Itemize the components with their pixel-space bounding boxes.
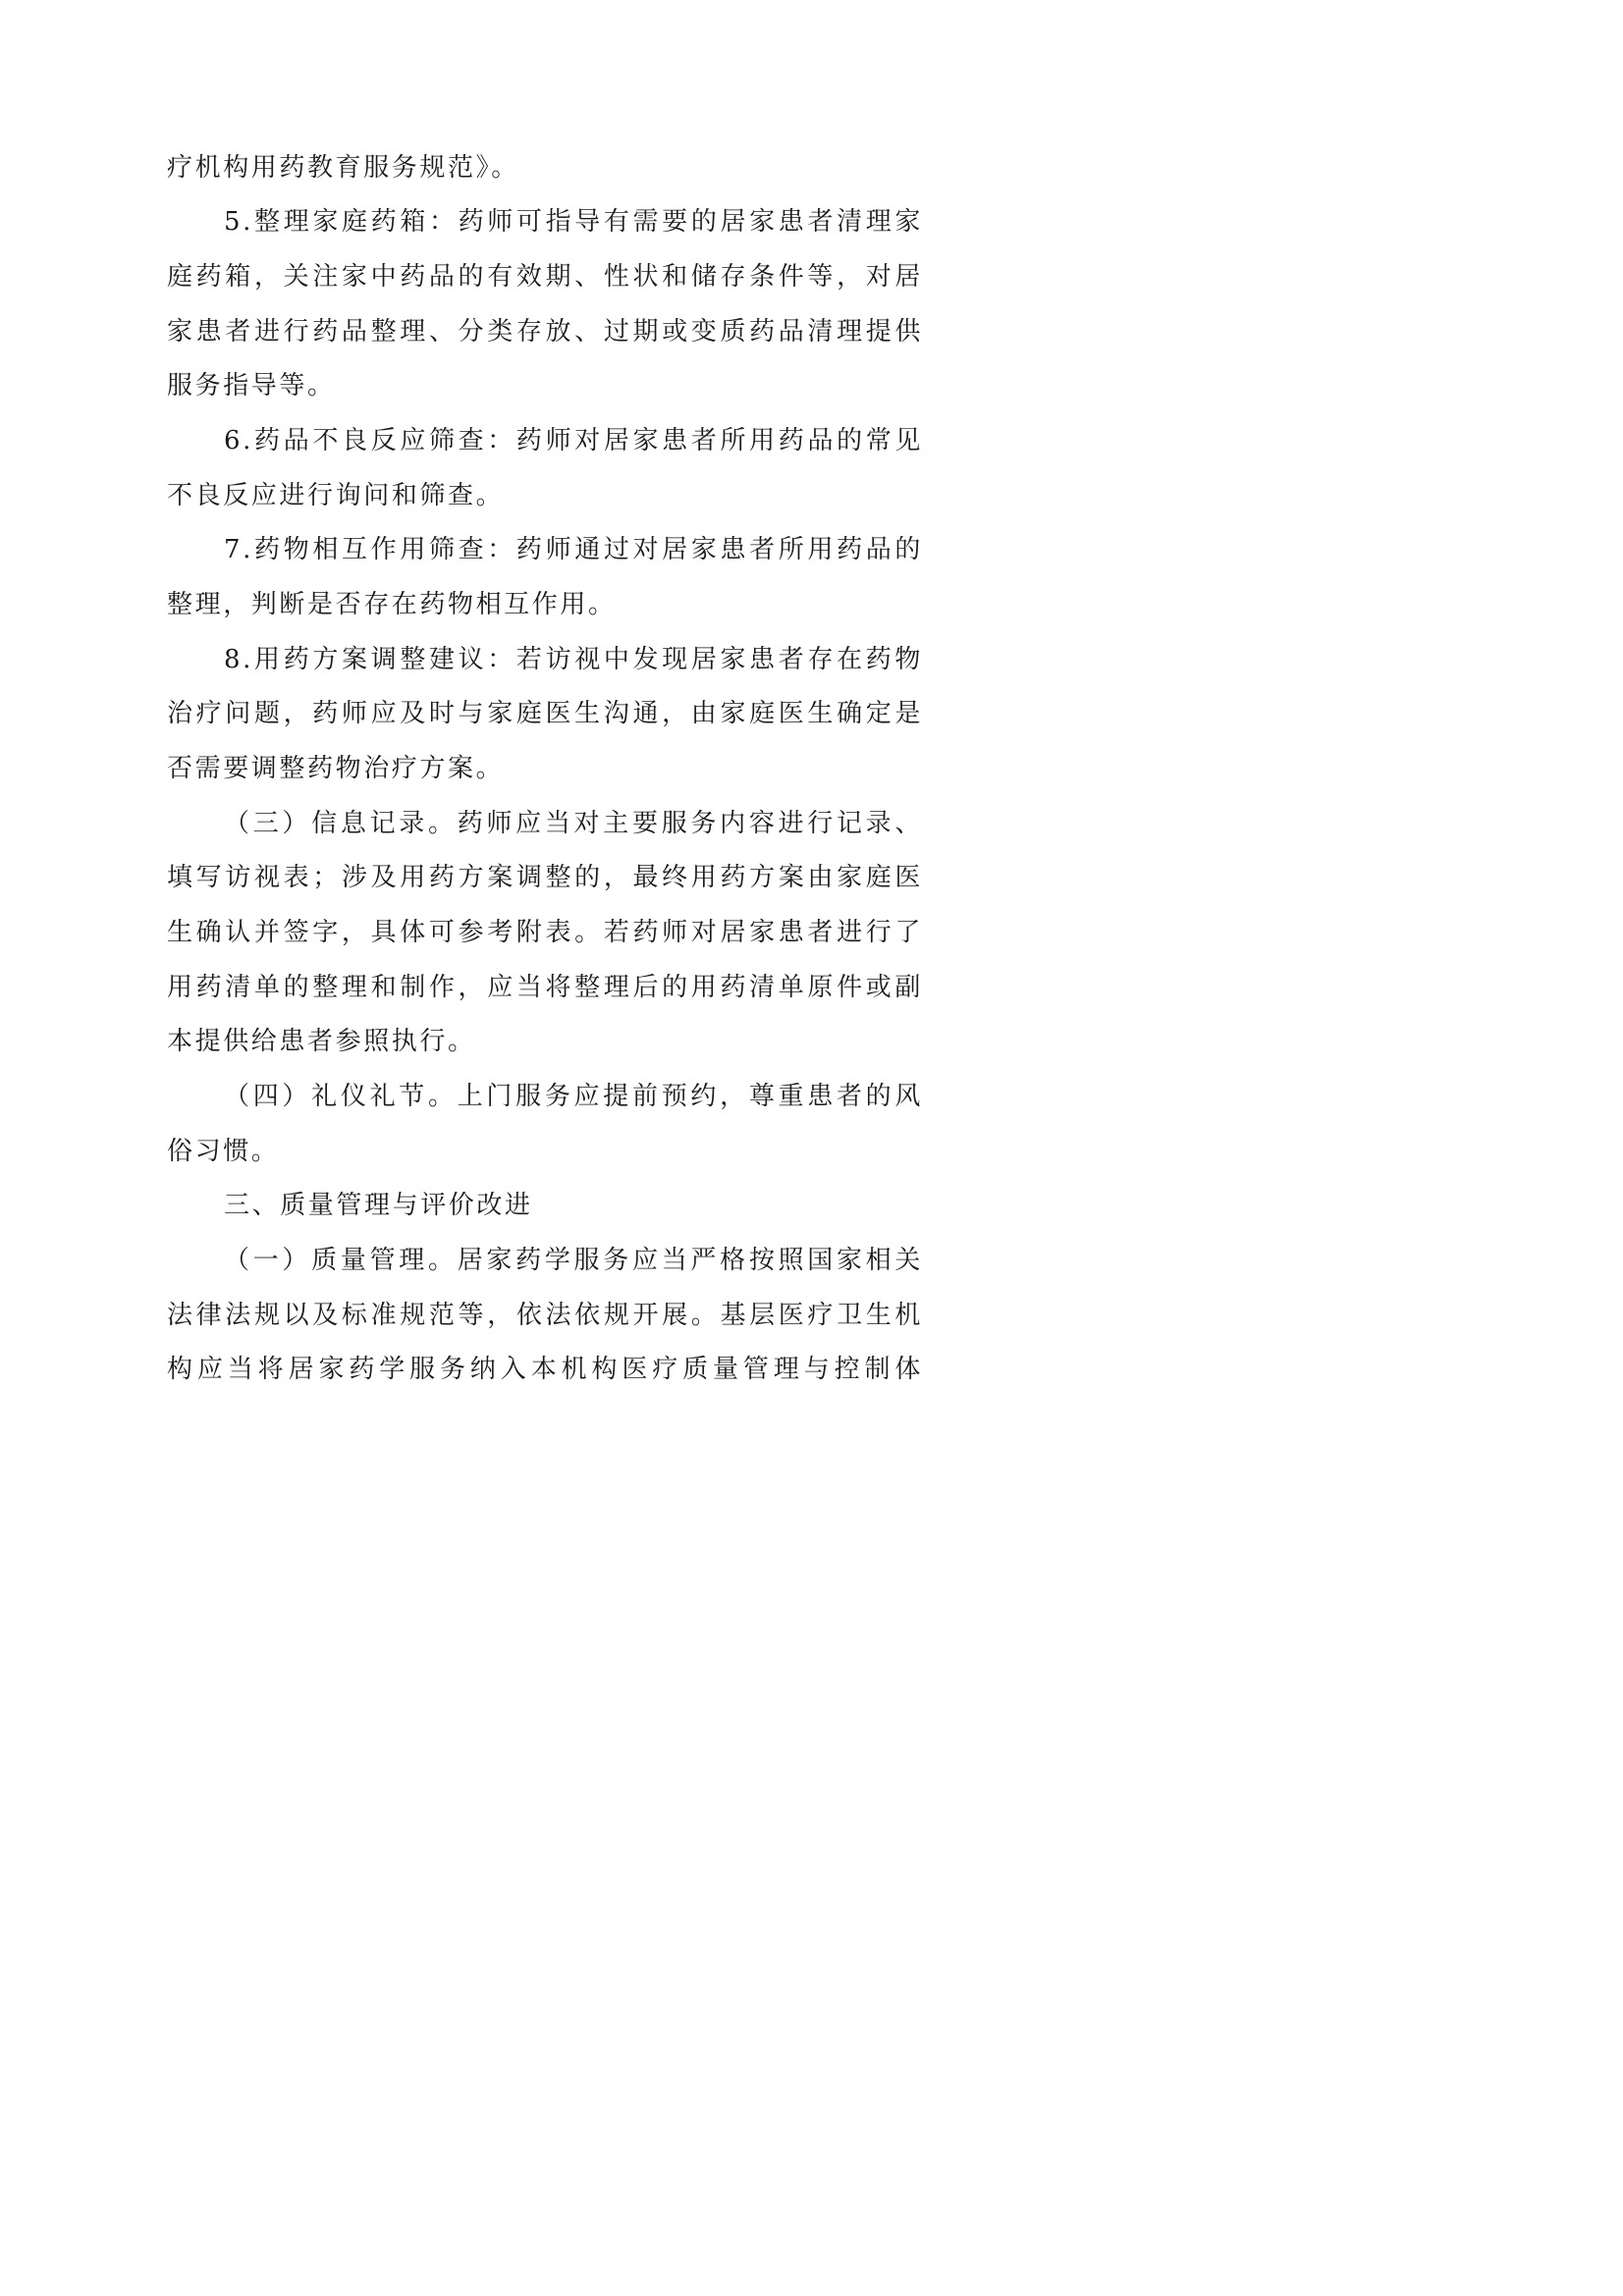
text-line: 5.整理家庭药箱：药师可指导有需要的居家患者清理家 xyxy=(224,207,923,237)
text-line: 本提供给患者参照执行。 xyxy=(167,1027,476,1056)
section-heading: 三、质量管理与评价改进 xyxy=(224,1191,533,1220)
text-line: 7.药物相互作用筛查：药师通过对居家患者所用药品的 xyxy=(224,535,923,564)
text-line: 填写访视表；涉及用药方案调整的，最终用药方案由家庭医 xyxy=(167,863,923,892)
text-line: 构应当将居家药学服务纳入本机构医疗质量管理与控制体 xyxy=(167,1355,923,1384)
text-line: 8.用药方案调整建议：若访视中发现居家患者存在药物 xyxy=(224,645,923,674)
text-line: 6.药品不良反应筛查：药师对居家患者所用药品的常见 xyxy=(224,426,923,455)
text-line: 庭药箱，关注家中药品的有效期、性状和储存条件等，对居 xyxy=(167,262,923,292)
text-line: 法律法规以及标准规范等，依法依规开展。基层医疗卫生机 xyxy=(167,1301,923,1330)
text-line: 用药清单的整理和制作，应当将整理后的用药清单原件或副 xyxy=(167,973,923,1002)
text-line: 治疗问题，药师应及时与家庭医生沟通，由家庭医生确定是 xyxy=(167,699,923,728)
text-line: 服务指导等。 xyxy=(167,371,336,400)
text-line: 俗习惯。 xyxy=(167,1137,280,1166)
text-line: 不良反应进行询问和筛查。 xyxy=(167,481,505,510)
text-line: （四）礼仪礼节。上门服务应提前预约，尊重患者的风 xyxy=(224,1082,923,1111)
text-line: 整理，判断是否存在药物相互作用。 xyxy=(167,590,617,619)
text-line: （一）质量管理。居家药学服务应当严格按照国家相关 xyxy=(224,1246,923,1275)
text-line: 家患者进行药品整理、分类存放、过期或变质药品清理提供 xyxy=(167,317,923,347)
text-line: （三）信息记录。药师应当对主要服务内容进行记录、 xyxy=(224,809,923,838)
text-line: 生确认并签字，具体可参考附表。若药师对居家患者进行了 xyxy=(167,918,923,947)
text-line: 否需要调整药物治疗方案。 xyxy=(167,754,505,783)
text-line: 疗机构用药教育服务规范》。 xyxy=(167,153,519,183)
document-page xyxy=(0,0,1082,1530)
